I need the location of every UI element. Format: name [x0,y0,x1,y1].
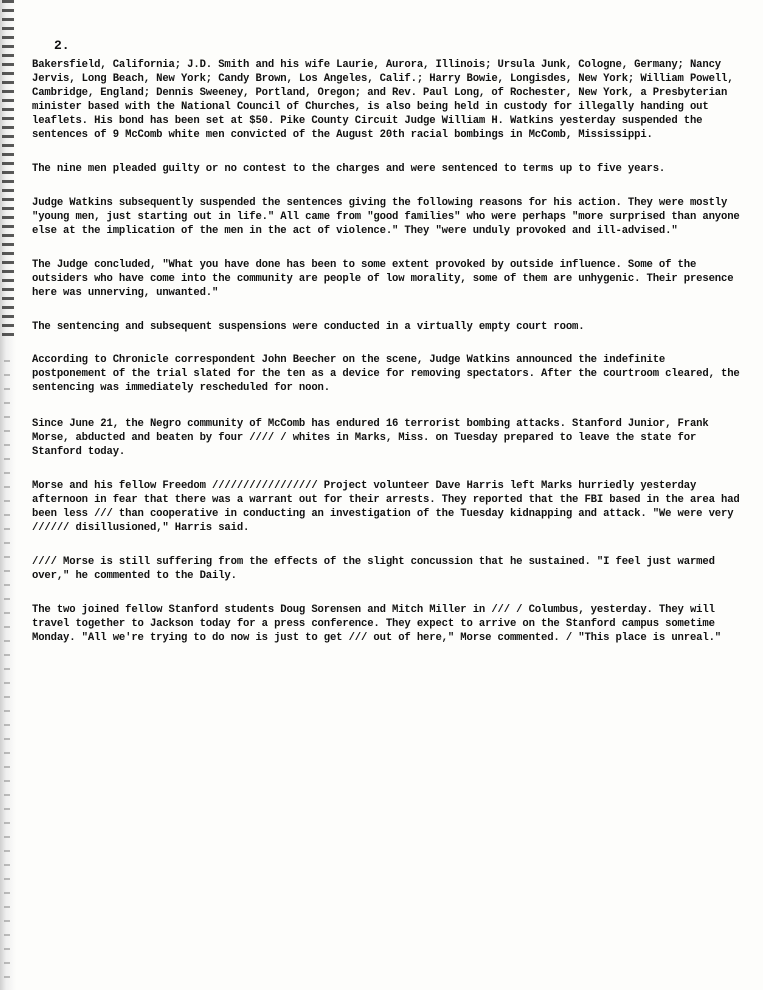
paragraph-columbus: The two joined fellow Stanford students Doug Sorensen and Mitch Miller in /// / Columbus, yesterday. They will travel together to Jackson today for a press conference. They expect to arrive on the Stanford campus sometime Monday. "All we're trying to do now is just to get /// out of here," Morse commented. / "This place is unreal." [32,604,722,644]
paragraph-morse-harris: Morse and his fellow Freedom ///////////////// Project volunteer Dave Harris left Marks hurriedly yesterday afternoon in fear that there was a warrant out for their arrests. They reported that the FBI based in the area had been less /// than cooperative in conducting an investigation of the Tuesday kidnapping and attack. "We were very ////// disillusioned," Harris said. [32,480,746,534]
binding-marks-lower [4,360,10,980]
binding-marks [2,0,14,340]
paragraph-chronicle-report: According to Chronicle correspondent John Beecher on the scene, Judge Watkins announced the indefinite postponement of the trial slated for the ten as a device for removing spectators. After the courtroom cleared, the sentencing was immediately rescheduled for noon. [32,354,746,394]
page-number: 2. [54,38,70,53]
paragraph-judge-reasons: Judge Watkins subsequently suspended the sentences giving the following reasons for his action. They were mostly "young men, just starting out in life." All came from "good families" who were perhaps "more surprised than anyone else at the implication of the men in the act of violence." They "were unduly provoked and ill-advised." [32,197,746,237]
document-body [32,58,744,665]
paragraph-bombing-attacks: Since June 21, the Negro community of McComb has endured 16 terrorist bombing attacks. Stanford Junior, Frank Morse, abducted and beaten by four //// / whites in Marks, Miss. on Tuesday prepared to leave the state for Stanford today. [32,418,715,458]
paragraph-judge-concluded: The Judge concluded, "What you have done has been to some extent provoked by outside influence. Some of the outsiders who have come into the community are people of low morality, some of them are unhygenic. Their presence here was unnerving, unwanted." [32,259,740,299]
paragraph-defendants-list: Bakersfield, California; J.D. Smith and his wife Laurie, Aurora, Illinois; Ursula Junk, Cologne, Germany; Nancy Jervis, Long Beach, New York; Candy Brown, Los Angeles, Calif.; Harry Bowie, Longisdes, New York; William Powell, Cambridge, England; Dennis Sweeney, Portland, Oregon; and Rev. Paul Long, of Rochester, New York, a Presbyterian minister based with the National Council of Churches, is also being held in custody for illegally handing out leaflets. His bond has been set at $50. Pike County Circuit Judge William H. Watkins yesterday suspended the sentences of 9 McComb white men convicted of the August 20th racial bombings in McComb, Mississippi. [32,59,740,141]
paragraph-empty-courtroom: The sentencing and subsequent suspensions were conducted in a virtually empty court room. [32,321,585,333]
paragraph-guilty-plea: The nine men pleaded guilty or no contest to the charges and were sentenced to terms up to five years. [32,163,666,175]
paragraph-concussion: //// Morse is still suffering from the effects of the slight concussion that he sustained. "I feel just warmed over," he commented to the Daily. [32,556,722,582]
